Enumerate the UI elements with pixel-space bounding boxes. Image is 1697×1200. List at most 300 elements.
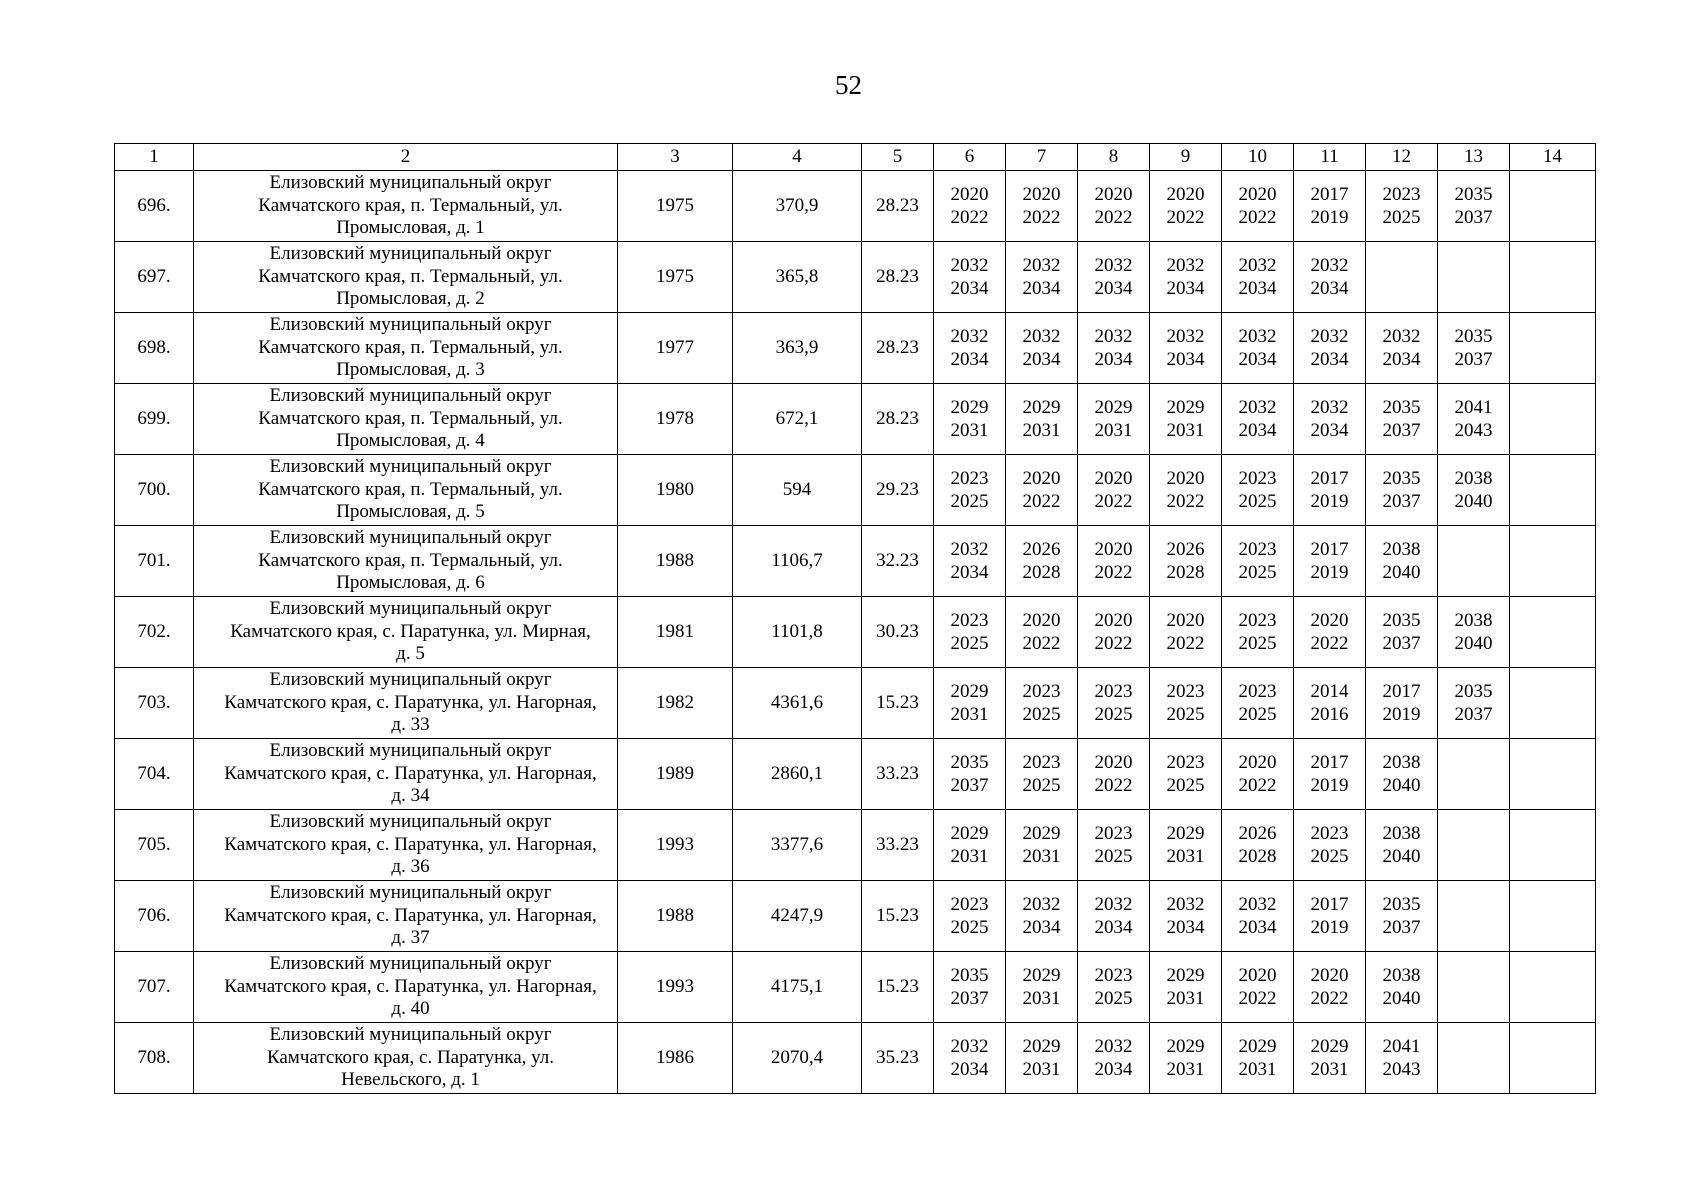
period-cell: [1438, 739, 1510, 810]
period-start-year: 2020: [1238, 752, 1277, 773]
period-cell: [1438, 881, 1510, 952]
address-line: Промысловая, д. 6: [336, 572, 485, 594]
period-cell: [934, 668, 1006, 739]
period-end-year: 2037: [1454, 207, 1493, 228]
period-cell: [1510, 952, 1596, 1023]
address-line: д. 40: [391, 998, 430, 1020]
period-end-year: 2031: [1022, 1059, 1061, 1080]
period-start-year: 2029: [1166, 823, 1205, 844]
period-start-year: 2035: [950, 965, 989, 986]
repair-schedule-table: [114, 143, 1596, 1094]
period-start-year: 2029: [1166, 397, 1205, 418]
period-end-year: 2037: [1454, 349, 1493, 370]
period-cell: [1438, 313, 1510, 384]
period-cell: [1222, 242, 1294, 313]
table-row: [115, 952, 1596, 1023]
period-end-year: 2034: [950, 278, 989, 299]
period-start-year: 2029: [1238, 1036, 1277, 1057]
period-start-year: 2029: [950, 681, 989, 702]
column-header: 3: [618, 144, 733, 171]
period-start-year: 2029: [950, 823, 989, 844]
period-cell: [1510, 313, 1596, 384]
period-cell: [1222, 668, 1294, 739]
address-line: Елизовский муниципальный округ: [269, 598, 552, 620]
period-end-year: 2034: [1094, 1059, 1133, 1080]
period-start-year: 2032: [950, 1036, 989, 1057]
period-start-year: 2017: [1382, 681, 1421, 702]
period-start-year: 2029: [1022, 823, 1061, 844]
period-start-year: 2032: [1238, 326, 1277, 347]
period-cell: [1438, 526, 1510, 597]
period-end-year: 2031: [950, 704, 989, 725]
period-start-year: 2032: [1022, 326, 1061, 347]
period-start-year: 2020: [1022, 468, 1061, 489]
period-cell: [934, 171, 1006, 242]
total-area: 672,1: [733, 384, 862, 455]
period-end-year: 2022: [950, 207, 989, 228]
table-row: [115, 1023, 1596, 1094]
address-cell: [194, 171, 618, 242]
period-cell: [1006, 384, 1078, 455]
period-end-year: 2043: [1382, 1059, 1421, 1080]
period-cell: [1150, 526, 1222, 597]
period-end-year: 2019: [1382, 704, 1421, 725]
period-cell: [1006, 242, 1078, 313]
address-line: Елизовский муниципальный округ: [269, 172, 552, 194]
address-line: Камчатского края, п. Термальный, ул.: [258, 265, 563, 287]
address-line: Камчатского края, с. Паратунка, ул. Нагорная,: [224, 691, 597, 713]
period-end-year: 2031: [1310, 1059, 1349, 1080]
period-start-year: 2020: [1022, 184, 1061, 205]
period-cell: [1222, 952, 1294, 1023]
period-start-year: 2020: [1094, 752, 1133, 773]
row-number: 705.: [115, 810, 194, 881]
period-start-year: 2032: [950, 539, 989, 560]
row-number: 698.: [115, 313, 194, 384]
period-cell: [1438, 810, 1510, 881]
period-cell: [1006, 455, 1078, 526]
period-start-year: 2038: [1382, 539, 1421, 560]
period-start-year: 2032: [950, 326, 989, 347]
period-end-year: 2040: [1382, 846, 1421, 867]
period-cell: [1366, 810, 1438, 881]
address-line: Камчатского края, с. Паратунка, ул. Нагорная,: [224, 904, 597, 926]
address-line: Промысловая, д. 4: [336, 430, 485, 452]
period-cell: [1150, 455, 1222, 526]
period-cell: [1510, 739, 1596, 810]
period-cell: [1438, 171, 1510, 242]
address-line: Елизовский муниципальный округ: [269, 456, 552, 478]
period-start-year: 2032: [1238, 397, 1277, 418]
row-number: 703.: [115, 668, 194, 739]
wear-code: 28.23: [862, 313, 934, 384]
period-end-year: 2025: [1094, 846, 1133, 867]
address-line: Елизовский муниципальный округ: [269, 740, 552, 762]
period-cell: [1150, 171, 1222, 242]
total-area: 3377,6: [733, 810, 862, 881]
column-header: 6: [934, 144, 1006, 171]
period-start-year: 2029: [1022, 965, 1061, 986]
total-area: 2860,1: [733, 739, 862, 810]
column-header: 5: [862, 144, 934, 171]
period-start-year: 2023: [1238, 610, 1277, 631]
total-area: 365,8: [733, 242, 862, 313]
period-end-year: 2028: [1166, 562, 1205, 583]
period-start-year: 2029: [1166, 1036, 1205, 1057]
period-end-year: 2022: [1022, 207, 1061, 228]
period-start-year: 2029: [1022, 397, 1061, 418]
period-cell: [1366, 171, 1438, 242]
period-end-year: 2028: [1238, 846, 1277, 867]
period-end-year: 2037: [1454, 704, 1493, 725]
period-cell: [1438, 242, 1510, 313]
period-cell: [1078, 455, 1150, 526]
period-start-year: 2020: [1094, 184, 1133, 205]
period-cell: [1078, 881, 1150, 952]
period-start-year: 2017: [1310, 894, 1349, 915]
period-end-year: 2031: [1022, 846, 1061, 867]
address-line: Елизовский муниципальный округ: [269, 811, 552, 833]
period-end-year: 2034: [1022, 349, 1061, 370]
period-cell: [1078, 171, 1150, 242]
period-cell: [1150, 668, 1222, 739]
period-end-year: 2034: [1166, 278, 1205, 299]
wear-code: 15.23: [862, 952, 934, 1023]
wear-code: 30.23: [862, 597, 934, 668]
row-number: 701.: [115, 526, 194, 597]
period-cell: [1294, 455, 1366, 526]
period-cell: [1222, 313, 1294, 384]
row-number: 707.: [115, 952, 194, 1023]
period-start-year: 2026: [1022, 539, 1061, 560]
address-line: Камчатского края, п. Термальный, ул.: [258, 194, 563, 216]
period-cell: [1150, 810, 1222, 881]
period-cell: [1150, 313, 1222, 384]
address-line: Елизовский муниципальный округ: [269, 953, 552, 975]
build-year: 1975: [618, 171, 733, 242]
period-start-year: 2032: [1094, 255, 1133, 276]
period-end-year: 2022: [1238, 988, 1277, 1009]
address-cell: [194, 739, 618, 810]
period-start-year: 2020: [1094, 539, 1133, 560]
row-number: 699.: [115, 384, 194, 455]
period-end-year: 2022: [1310, 633, 1349, 654]
period-cell: [1078, 242, 1150, 313]
address-line: Камчатского края, п. Термальный, ул.: [258, 407, 563, 429]
address-line: Невельского, д. 1: [341, 1069, 480, 1091]
period-cell: [1438, 455, 1510, 526]
address-cell: [194, 1023, 618, 1094]
period-start-year: 2017: [1310, 752, 1349, 773]
column-header: 10: [1222, 144, 1294, 171]
period-cell: [1222, 455, 1294, 526]
period-cell: [1078, 1023, 1150, 1094]
period-cell: [1150, 952, 1222, 1023]
period-end-year: 2022: [1166, 491, 1205, 512]
row-number: 708.: [115, 1023, 194, 1094]
period-end-year: 2019: [1310, 562, 1349, 583]
period-cell: [1294, 952, 1366, 1023]
period-cell: [1366, 1023, 1438, 1094]
period-cell: [1078, 526, 1150, 597]
period-cell: [1294, 171, 1366, 242]
period-end-year: 2034: [1022, 278, 1061, 299]
period-cell: [934, 242, 1006, 313]
period-cell: [1294, 881, 1366, 952]
period-cell: [934, 1023, 1006, 1094]
row-number: 706.: [115, 881, 194, 952]
period-end-year: 2022: [1166, 207, 1205, 228]
column-header: 13: [1438, 144, 1510, 171]
period-start-year: 2038: [1454, 468, 1493, 489]
period-cell: [1294, 597, 1366, 668]
column-header: 14: [1510, 144, 1596, 171]
period-end-year: 2034: [950, 562, 989, 583]
period-end-year: 2025: [1238, 704, 1277, 725]
period-end-year: 2037: [1382, 633, 1421, 654]
wear-code: 28.23: [862, 242, 934, 313]
period-end-year: 2025: [950, 917, 989, 938]
period-cell: [1006, 171, 1078, 242]
total-area: 370,9: [733, 171, 862, 242]
period-cell: [1366, 952, 1438, 1023]
period-start-year: 2035: [1382, 468, 1421, 489]
wear-code: 29.23: [862, 455, 934, 526]
period-end-year: 2019: [1310, 775, 1349, 796]
table-row: [115, 739, 1596, 810]
period-end-year: 2025: [1022, 775, 1061, 796]
period-start-year: 2029: [950, 397, 989, 418]
period-cell: [1006, 1023, 1078, 1094]
period-cell: [1150, 597, 1222, 668]
period-start-year: 2038: [1382, 752, 1421, 773]
period-end-year: 2025: [1094, 988, 1133, 1009]
period-end-year: 2025: [1094, 704, 1133, 725]
period-cell: [1222, 810, 1294, 881]
period-cell: [1510, 668, 1596, 739]
column-header: 12: [1366, 144, 1438, 171]
period-cell: [1222, 597, 1294, 668]
period-start-year: 2038: [1382, 823, 1421, 844]
period-start-year: 2023: [950, 468, 989, 489]
period-cell: [1438, 952, 1510, 1023]
build-year: 1988: [618, 881, 733, 952]
period-start-year: 2017: [1310, 468, 1349, 489]
address-cell: [194, 242, 618, 313]
period-cell: [1294, 242, 1366, 313]
period-start-year: 2032: [1310, 397, 1349, 418]
period-cell: [1366, 668, 1438, 739]
period-end-year: 2034: [1238, 917, 1277, 938]
address-cell: [194, 313, 618, 384]
address-cell: [194, 597, 618, 668]
period-cell: [1150, 242, 1222, 313]
wear-code: 33.23: [862, 739, 934, 810]
period-cell: [934, 952, 1006, 1023]
period-start-year: 2020: [1166, 184, 1205, 205]
period-end-year: 2040: [1454, 633, 1493, 654]
period-end-year: 2022: [1238, 207, 1277, 228]
period-start-year: 2020: [1238, 184, 1277, 205]
column-header: 8: [1078, 144, 1150, 171]
period-cell: [1438, 384, 1510, 455]
period-end-year: 2025: [1238, 491, 1277, 512]
address-line: Елизовский муниципальный округ: [269, 385, 552, 407]
row-number: 696.: [115, 171, 194, 242]
period-cell: [934, 384, 1006, 455]
period-end-year: 2034: [1094, 278, 1133, 299]
row-number: 697.: [115, 242, 194, 313]
period-start-year: 2014: [1310, 681, 1349, 702]
period-end-year: 2034: [950, 1059, 989, 1080]
period-cell: [1150, 739, 1222, 810]
period-start-year: 2035: [1454, 326, 1493, 347]
period-start-year: 2032: [1094, 1036, 1133, 1057]
period-end-year: 2037: [950, 775, 989, 796]
period-end-year: 2031: [1094, 420, 1133, 441]
period-end-year: 2022: [1094, 775, 1133, 796]
wear-code: 28.23: [862, 384, 934, 455]
table-row: [115, 171, 1596, 242]
period-start-year: 2029: [1022, 1036, 1061, 1057]
total-area: 2070,4: [733, 1023, 862, 1094]
period-end-year: 2037: [1382, 420, 1421, 441]
table-row: [115, 597, 1596, 668]
period-start-year: 2032: [1094, 894, 1133, 915]
period-start-year: 2041: [1454, 397, 1493, 418]
period-cell: [934, 881, 1006, 952]
period-end-year: 2034: [950, 349, 989, 370]
period-cell: [1510, 526, 1596, 597]
column-header: 11: [1294, 144, 1366, 171]
period-cell: [1438, 1023, 1510, 1094]
period-end-year: 2040: [1382, 775, 1421, 796]
period-cell: [1006, 597, 1078, 668]
period-end-year: 2019: [1310, 207, 1349, 228]
period-cell: [1006, 739, 1078, 810]
period-cell: [1078, 384, 1150, 455]
period-end-year: 2037: [1382, 491, 1421, 512]
period-end-year: 2025: [1382, 207, 1421, 228]
build-year: 1982: [618, 668, 733, 739]
period-cell: [1078, 313, 1150, 384]
header-row: [115, 144, 1596, 171]
period-cell: [934, 810, 1006, 881]
address-line: Камчатского края, п. Термальный, ул.: [258, 478, 563, 500]
period-cell: [1366, 739, 1438, 810]
address-line: д. 36: [391, 856, 430, 878]
address-line: Камчатского края, с. Паратунка, ул. Нагорная,: [224, 975, 597, 997]
period-cell: [1078, 668, 1150, 739]
period-end-year: 2022: [1022, 633, 1061, 654]
period-start-year: 2020: [950, 184, 989, 205]
period-end-year: 2034: [1166, 917, 1205, 938]
period-cell: [1294, 739, 1366, 810]
period-end-year: 2022: [1310, 988, 1349, 1009]
address-line: д. 5: [396, 643, 425, 665]
column-header: 2: [194, 144, 618, 171]
address-line: Елизовский муниципальный округ: [269, 243, 552, 265]
period-cell: [934, 526, 1006, 597]
period-start-year: 2032: [1310, 255, 1349, 276]
period-start-year: 2017: [1310, 184, 1349, 205]
period-cell: [1150, 881, 1222, 952]
build-year: 1975: [618, 242, 733, 313]
period-start-year: 2032: [1166, 326, 1205, 347]
address-cell: [194, 455, 618, 526]
period-end-year: 2034: [1238, 349, 1277, 370]
period-end-year: 2025: [1238, 562, 1277, 583]
total-area: 4247,9: [733, 881, 862, 952]
address-line: Промысловая, д. 3: [336, 359, 485, 381]
period-start-year: 2020: [1238, 965, 1277, 986]
table-row: [115, 810, 1596, 881]
period-cell: [1150, 1023, 1222, 1094]
wear-code: 35.23: [862, 1023, 934, 1094]
period-cell: [1366, 313, 1438, 384]
period-end-year: 2022: [1094, 562, 1133, 583]
period-cell: [1006, 952, 1078, 1023]
period-end-year: 2040: [1382, 562, 1421, 583]
period-cell: [1078, 810, 1150, 881]
period-cell: [1006, 313, 1078, 384]
period-start-year: 2023: [1166, 681, 1205, 702]
period-cell: [1078, 952, 1150, 1023]
period-start-year: 2023: [1094, 681, 1133, 702]
period-start-year: 2023: [1238, 539, 1277, 560]
period-start-year: 2023: [950, 610, 989, 631]
total-area: 1106,7: [733, 526, 862, 597]
period-cell: [1510, 242, 1596, 313]
wear-code: 32.23: [862, 526, 934, 597]
build-year: 1978: [618, 384, 733, 455]
column-header: 1: [115, 144, 194, 171]
address-line: Камчатского края, п. Термальный, ул.: [258, 336, 563, 358]
period-end-year: 2034: [1238, 278, 1277, 299]
address-line: Елизовский муниципальный округ: [269, 314, 552, 336]
period-cell: [1006, 668, 1078, 739]
period-cell: [1510, 597, 1596, 668]
period-cell: [1510, 171, 1596, 242]
period-start-year: 2023: [1238, 468, 1277, 489]
table-row: [115, 313, 1596, 384]
period-start-year: 2029: [1094, 397, 1133, 418]
build-year: 1993: [618, 952, 733, 1023]
table-row: [115, 668, 1596, 739]
period-end-year: 2031: [1022, 420, 1061, 441]
table-body: [115, 171, 1596, 1094]
address-cell: [194, 810, 618, 881]
period-cell: [1510, 384, 1596, 455]
period-cell: [1510, 881, 1596, 952]
period-cell: [1294, 384, 1366, 455]
period-end-year: 2034: [1238, 420, 1277, 441]
period-end-year: 2034: [1310, 278, 1349, 299]
row-number: 702.: [115, 597, 194, 668]
address-line: Камчатского края, с. Паратунка, ул. Нагорная,: [224, 762, 597, 784]
period-end-year: 2022: [1022, 491, 1061, 512]
period-start-year: 2023: [1382, 184, 1421, 205]
total-area: 4175,1: [733, 952, 862, 1023]
total-area: 4361,6: [733, 668, 862, 739]
address-cell: [194, 668, 618, 739]
period-start-year: 2023: [1094, 823, 1133, 844]
period-end-year: 2022: [1094, 633, 1133, 654]
period-end-year: 2031: [1166, 988, 1205, 1009]
period-end-year: 2022: [1094, 491, 1133, 512]
period-end-year: 2016: [1310, 704, 1349, 725]
period-end-year: 2034: [1310, 420, 1349, 441]
